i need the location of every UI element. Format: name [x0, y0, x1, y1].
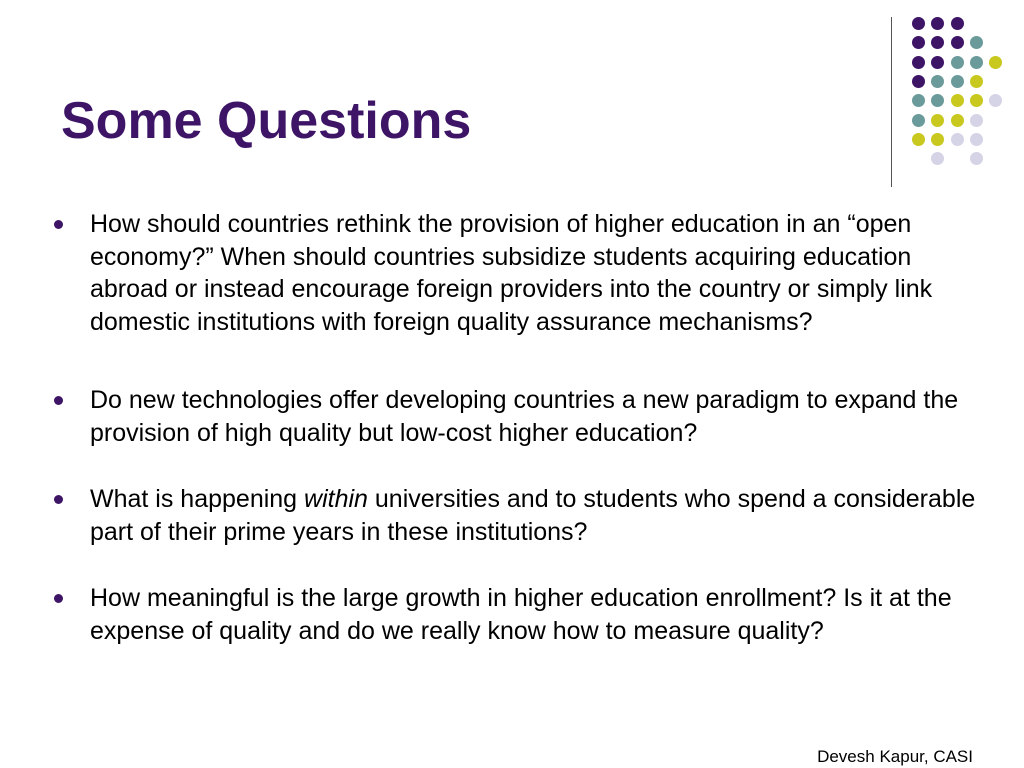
decorative-dot-icon — [931, 152, 944, 165]
decorative-dot-icon — [931, 36, 944, 49]
bullet-text: Do new technologies offer developing countries a new paradigm to expand the provision of high quality but low-cost higher education? — [90, 386, 959, 447]
decorative-dot-icon — [912, 114, 925, 127]
title-divider-line — [891, 17, 892, 187]
decorative-dot-icon — [912, 94, 925, 107]
decorative-dot-icon — [912, 17, 925, 30]
decorative-dot-icon — [970, 75, 983, 88]
decorative-dot-icon — [951, 17, 964, 30]
decorative-dot-icon — [931, 94, 944, 107]
bullet-list — [54, 208, 984, 681]
decorative-dot-icon — [912, 56, 925, 69]
decorative-dot-icon — [989, 94, 1002, 107]
bullet-item — [54, 384, 984, 449]
decorative-dot-icon — [931, 133, 944, 146]
decorative-dot-icon — [951, 36, 964, 49]
decorative-dot-icon — [989, 56, 1002, 69]
bullet-text: How should countries rethink the provision of higher education in an “open economy?” When should countries subsidize students acquiring education abroad or instead encourage foreign providers into the country or simply link domestic institutions with foreign quality assurance mechanisms? — [90, 210, 933, 336]
decorative-dot-icon — [951, 133, 964, 146]
bullet-item — [54, 208, 984, 338]
decorative-dot-icon — [970, 152, 983, 165]
decorative-dot-icon — [931, 56, 944, 69]
bullet-dot-icon — [54, 495, 63, 504]
decorative-dot-icon — [931, 17, 944, 30]
decorative-dot-icon — [912, 75, 925, 88]
decorative-dot-icon — [970, 36, 983, 49]
decorative-dot-icon — [912, 36, 925, 49]
decorative-dot-icon — [951, 94, 964, 107]
decorative-dot-icon — [931, 75, 944, 88]
bullet-text-start: What is happening — [90, 485, 305, 513]
decorative-dot-icon — [951, 75, 964, 88]
decorative-dot-icon — [970, 114, 983, 127]
bullet-dot-icon — [54, 396, 63, 405]
slide-title: Some Questions — [61, 92, 472, 150]
bullet-item — [54, 483, 984, 548]
decorative-dot-icon — [970, 94, 983, 107]
bullet-text-emphasis: within — [304, 485, 368, 513]
decorative-dot-icon — [931, 114, 944, 127]
footer-author: Devesh Kapur, CASI — [817, 747, 973, 766]
decorative-dot-icon — [912, 133, 925, 146]
bullet-text-end: universities and to students who spend a considerable part of their prime years in these institutions? — [90, 485, 976, 546]
bullet-text: How meaningful is the large growth in higher education enrollment? Is it at the expense of quality and do we really know how to measure quality? — [90, 584, 952, 645]
bullet-item — [54, 582, 984, 647]
bullet-dot-icon — [54, 594, 63, 603]
decorative-dot-icon — [970, 133, 983, 146]
decorative-dot-icon — [951, 114, 964, 127]
decorative-dot-icon — [951, 56, 964, 69]
decorative-dot-icon — [970, 56, 983, 69]
bullet-dot-icon — [54, 220, 63, 229]
